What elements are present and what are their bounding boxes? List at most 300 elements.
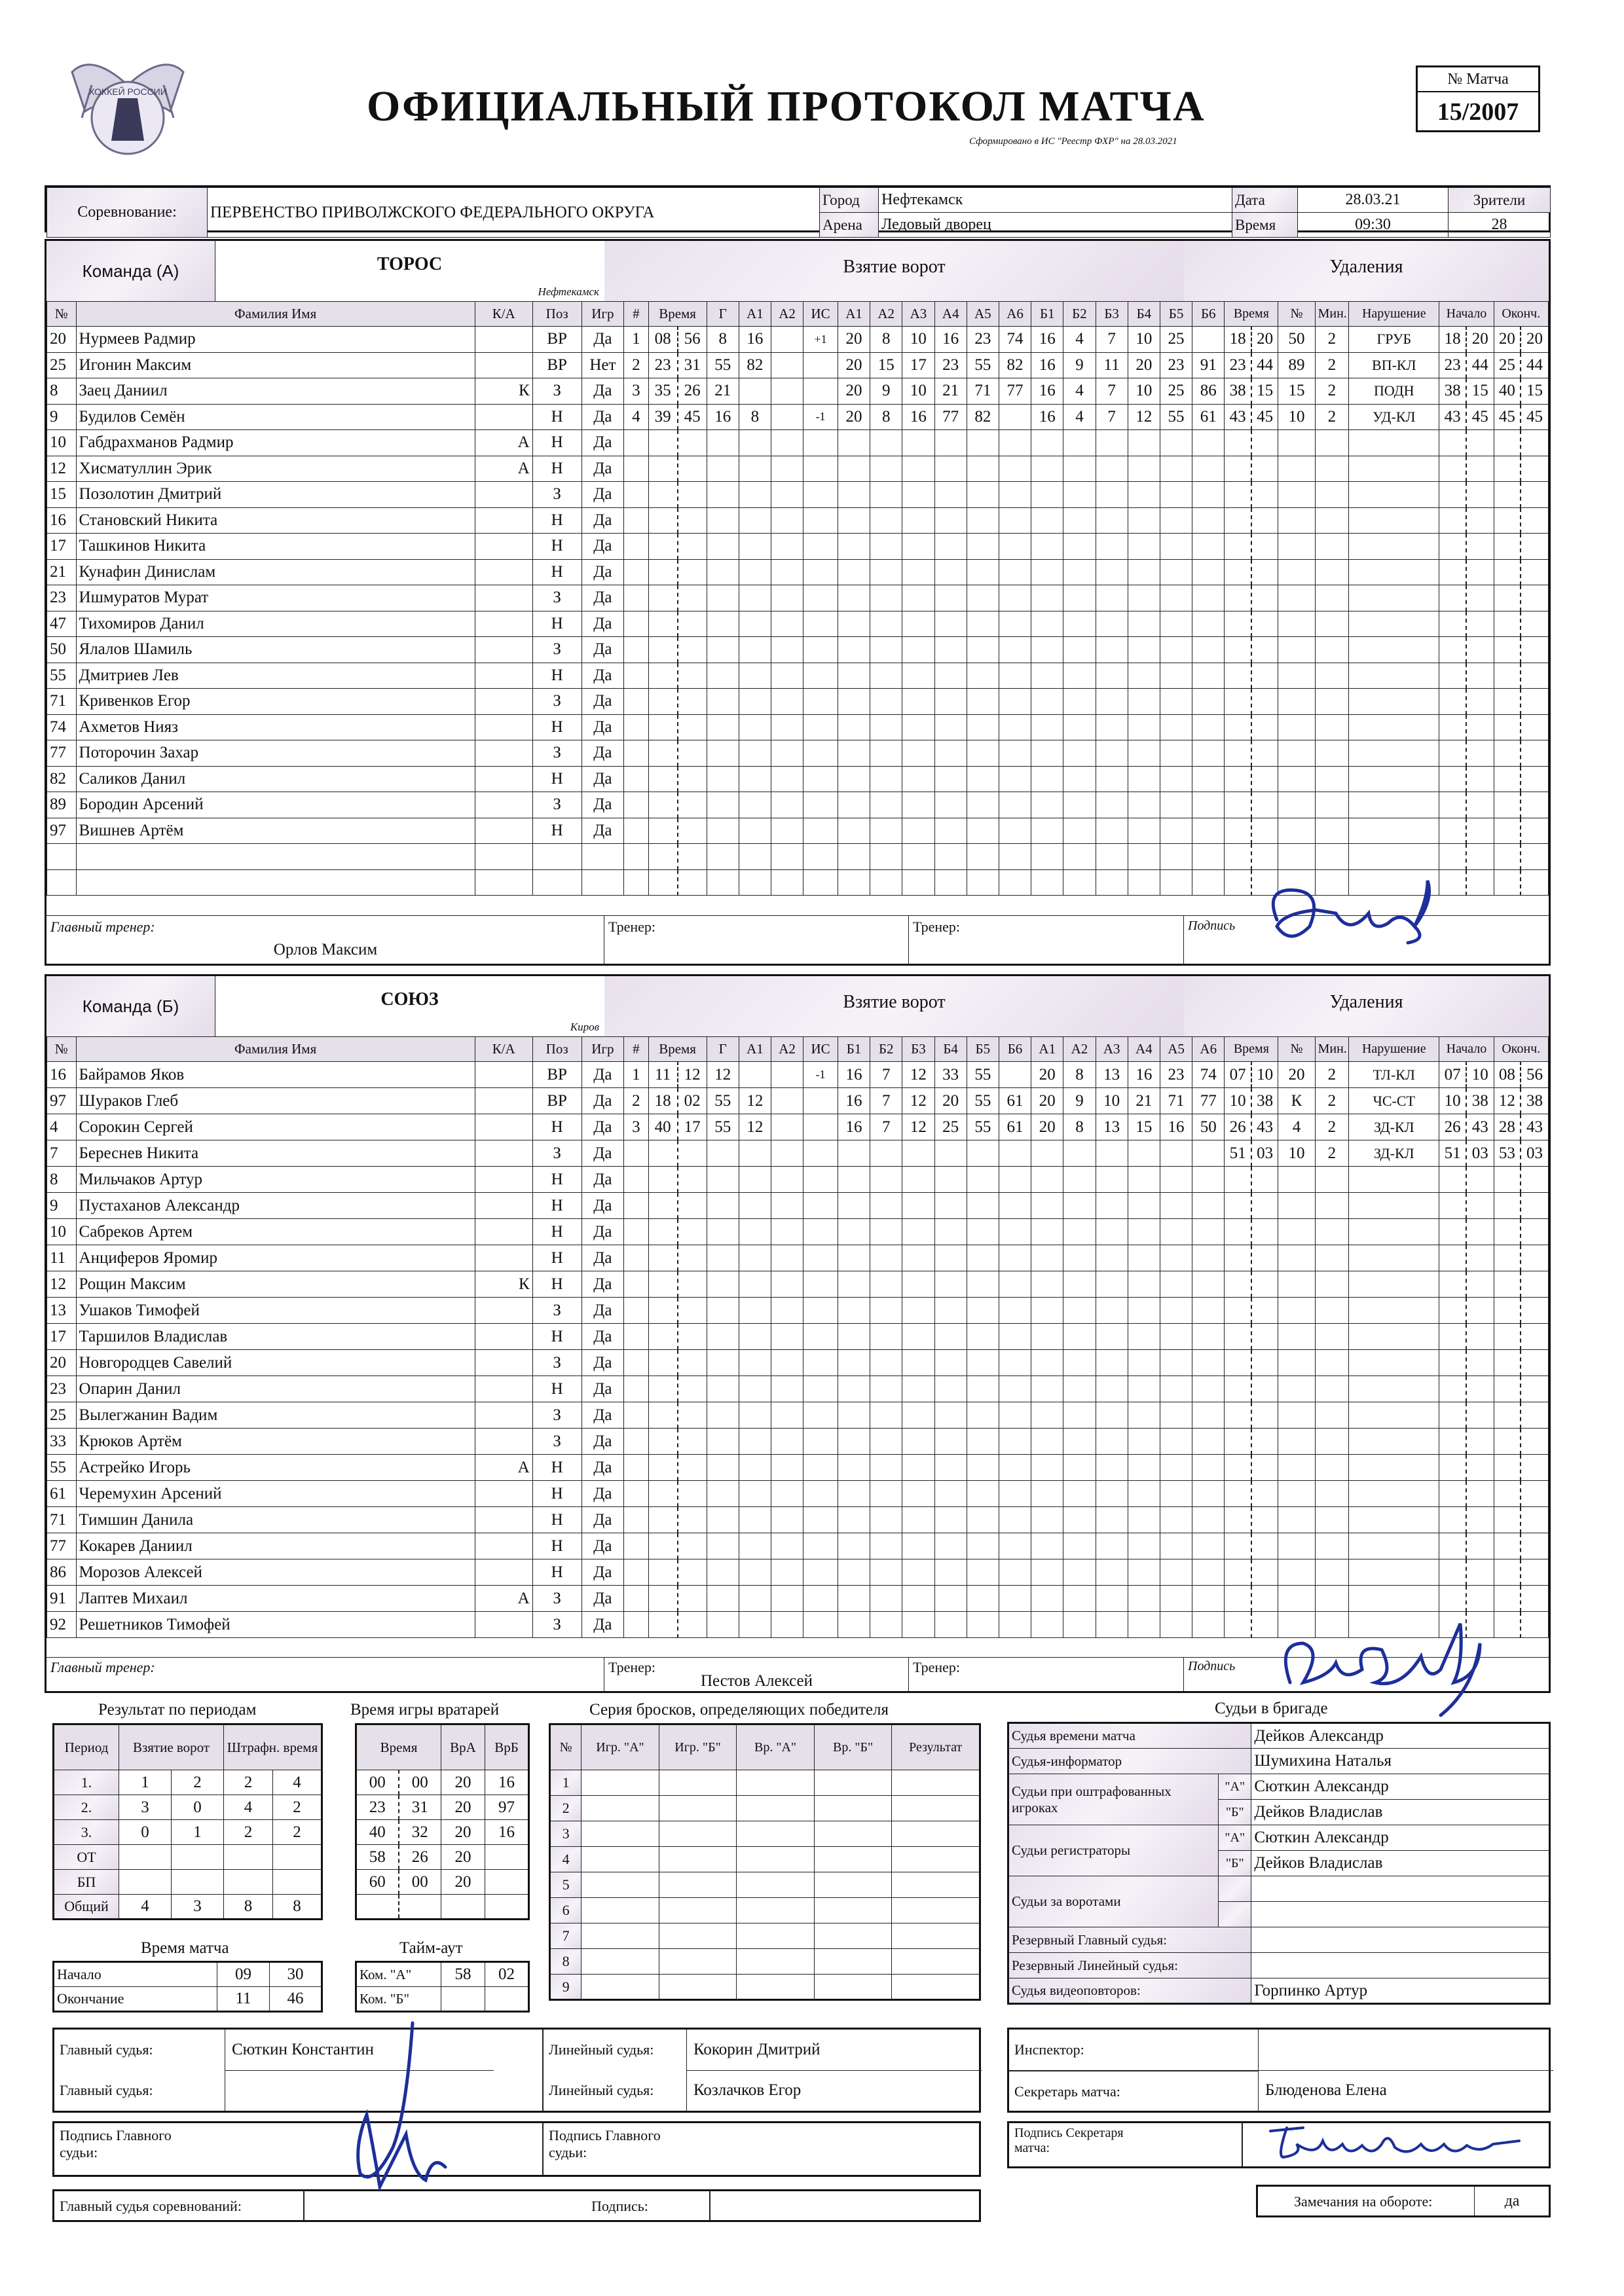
player-position: Н bbox=[532, 456, 581, 482]
remarks-label: Замечания на обороте: bbox=[1294, 2193, 1433, 2210]
opp-ice-col-2: А3 bbox=[1096, 1037, 1128, 1062]
team-b-label: Команда (Б) bbox=[46, 976, 215, 1036]
timeout-b-label: Ком. "Б" bbox=[356, 1987, 441, 2012]
player-position: Н bbox=[532, 1219, 581, 1245]
penalty-end-min: 08 bbox=[1494, 1062, 1521, 1088]
period-pa: 4 bbox=[224, 1795, 273, 1820]
penalty-end-min: 25 bbox=[1494, 352, 1521, 378]
ref-name bbox=[1251, 1876, 1550, 1902]
period-gb bbox=[172, 1870, 224, 1895]
goalie-time-table bbox=[355, 1723, 530, 1920]
player-name: Шураков Глеб bbox=[76, 1088, 475, 1114]
opp-ice-player: 8 bbox=[1063, 1114, 1096, 1140]
team-b-table bbox=[46, 1036, 1549, 1638]
match-end-h: 11 bbox=[217, 1987, 270, 2012]
goalie-b bbox=[485, 1870, 529, 1895]
opp-ice-col-2: Б3 bbox=[1096, 302, 1128, 327]
on-ice-col-1: А2 bbox=[870, 302, 902, 327]
penalty-time-min: 26 bbox=[1225, 1114, 1251, 1140]
match-info bbox=[45, 185, 1551, 232]
period-gb: 0 bbox=[172, 1795, 224, 1820]
team-a-label: Команда (А) bbox=[46, 241, 215, 301]
goal-col-time: Время bbox=[648, 1037, 707, 1062]
on-ice-player: 55 bbox=[967, 352, 999, 378]
goalie-time-sec: 32 bbox=[399, 1820, 441, 1845]
goal-assist-2 bbox=[771, 378, 803, 405]
team-b-city: Киров bbox=[570, 1021, 599, 1033]
ref-side: "Б" bbox=[1219, 1851, 1251, 1876]
player-position: Н bbox=[532, 1167, 581, 1193]
on-ice-player: 82 bbox=[999, 352, 1031, 378]
player-position: З bbox=[532, 1350, 581, 1376]
on-ice-player: 55 bbox=[967, 1088, 999, 1114]
player-name: Поторочин Захар bbox=[76, 740, 475, 767]
player-name: Вишнев Артём bbox=[76, 818, 475, 844]
goalie-time-min: 58 bbox=[356, 1845, 399, 1870]
player-role bbox=[475, 611, 532, 637]
goal-time-min: 11 bbox=[648, 1062, 678, 1088]
opp-ice-col-3: А4 bbox=[1128, 1037, 1160, 1062]
player-position: З bbox=[532, 792, 581, 818]
opp-ice-player: 21 bbox=[1128, 1088, 1160, 1114]
team-a-goals-header: Взятие ворот bbox=[604, 241, 1185, 301]
on-ice-player: 23 bbox=[967, 327, 999, 353]
player-played: Да bbox=[581, 714, 623, 740]
opp-ice-player: 16 bbox=[1031, 352, 1063, 378]
opp-ice-player: 55 bbox=[1160, 404, 1192, 430]
comp-sign-label: Подпись: bbox=[591, 2198, 648, 2214]
player-position: ВР bbox=[532, 1088, 581, 1114]
player-number: 82 bbox=[47, 766, 77, 792]
main-ref-1: Сюткин Константин bbox=[225, 2030, 494, 2071]
goal-assist-1 bbox=[739, 378, 771, 405]
on-ice-col-3: А4 bbox=[934, 302, 967, 327]
penalty-start-sec: 10 bbox=[1466, 1062, 1494, 1088]
match-number: 15/2007 bbox=[1437, 98, 1519, 126]
player-number: 61 bbox=[47, 1481, 77, 1507]
player-role: А bbox=[475, 1455, 532, 1481]
player-played: Да bbox=[581, 818, 623, 844]
ref-name: Дейков Александр bbox=[1251, 1723, 1550, 1749]
on-ice-col-4: А5 bbox=[967, 302, 999, 327]
player-role bbox=[475, 507, 532, 534]
player-number: 77 bbox=[47, 740, 77, 767]
player-role: К bbox=[475, 378, 532, 405]
penalty-time-min: 18 bbox=[1225, 327, 1251, 353]
on-ice-player: 10 bbox=[902, 327, 934, 353]
player-position: Н bbox=[532, 714, 581, 740]
player-number: 25 bbox=[47, 352, 77, 378]
penalty-end-sec: 56 bbox=[1521, 1062, 1548, 1088]
player-number: 20 bbox=[47, 1350, 77, 1376]
match-number-box bbox=[1416, 65, 1540, 132]
goalie-time-min: 23 bbox=[356, 1795, 399, 1820]
goal-time-min: 23 bbox=[648, 352, 678, 378]
player-name: Позолотин Дмитрий bbox=[76, 482, 475, 508]
svg-text:ХОККЕЙ РОССИИ: ХОККЕЙ РОССИИ bbox=[88, 86, 167, 97]
sign-secretary-label: Подпись Секретаря матча: bbox=[1014, 2126, 1124, 2155]
penalty-start-sec: 45 bbox=[1466, 404, 1494, 430]
player-name: Дмитриев Лев bbox=[76, 663, 475, 689]
player-number: 50 bbox=[47, 637, 77, 663]
player-position: З bbox=[532, 378, 581, 405]
player-number: 25 bbox=[47, 1402, 77, 1429]
match-start-label: Начало bbox=[54, 1962, 217, 1987]
period-ga: 3 bbox=[119, 1795, 172, 1820]
player-role bbox=[475, 352, 532, 378]
on-ice-col-0: Б1 bbox=[838, 1037, 870, 1062]
player-position: Н bbox=[532, 1114, 581, 1140]
team-b-signature-label: Подпись bbox=[1188, 1659, 1236, 1673]
opp-ice-player: 61 bbox=[1192, 404, 1225, 430]
player-name: Ишмуратов Мурат bbox=[76, 585, 475, 611]
goal-time-min: 18 bbox=[648, 1088, 678, 1114]
roster-col-1: Фамилия Имя bbox=[76, 302, 475, 327]
shootout-col-3: Вр. "А" bbox=[737, 1724, 815, 1770]
shootout-row-number: 7 bbox=[550, 1923, 581, 1949]
on-ice-col-4: Б5 bbox=[967, 1037, 999, 1062]
player-name: Береснев Никита bbox=[76, 1140, 475, 1167]
penalty-time-sec: 44 bbox=[1251, 352, 1278, 378]
on-ice-player: 12 bbox=[902, 1088, 934, 1114]
goal-col-num: # bbox=[624, 302, 648, 327]
goal-number: 4 bbox=[624, 404, 648, 430]
goal-number: 1 bbox=[624, 1062, 648, 1088]
penalty-time-sec: 43 bbox=[1251, 1114, 1278, 1140]
player-played: Да bbox=[581, 1298, 623, 1324]
on-ice-player: 71 bbox=[967, 378, 999, 405]
period-name: 3. bbox=[54, 1820, 119, 1845]
arena-label: Арена bbox=[820, 213, 879, 238]
penalty-minutes: 2 bbox=[1315, 1114, 1349, 1140]
opp-ice-player: 9 bbox=[1063, 352, 1096, 378]
team-a-coach-label-1: Тренер: bbox=[608, 919, 656, 935]
referees-table bbox=[1007, 1722, 1551, 2005]
goal-number: 3 bbox=[624, 378, 648, 405]
period-ga: 0 bbox=[119, 1820, 172, 1845]
player-number: 21 bbox=[47, 559, 77, 585]
player-played: Да bbox=[581, 1271, 623, 1298]
penalty-end-sec: 15 bbox=[1521, 378, 1548, 405]
opp-ice-col-0: А1 bbox=[1031, 1037, 1063, 1062]
pen-col-time: Время bbox=[1225, 302, 1278, 327]
opp-ice-player: 11 bbox=[1096, 352, 1128, 378]
opp-ice-player: 25 bbox=[1160, 327, 1192, 353]
period-ga bbox=[119, 1870, 172, 1895]
player-number: 71 bbox=[47, 1507, 77, 1533]
player-played: Да bbox=[581, 1350, 623, 1376]
player-number: 89 bbox=[47, 792, 77, 818]
player-played: Да bbox=[581, 1586, 623, 1612]
periods-col-goals: Взятие ворот bbox=[119, 1724, 224, 1770]
opp-ice-player: 8 bbox=[1063, 1062, 1096, 1088]
player-position: Н bbox=[532, 1481, 581, 1507]
competition-name: ПЕРВЕНСТВО ПРИВОЛЖСКОГО ФЕДЕРАЛЬНОГО ОКРУГА bbox=[208, 188, 820, 238]
periods-col-pim: Штрафн. время bbox=[224, 1724, 322, 1770]
player-played: Да bbox=[581, 327, 623, 353]
shootout-row-number: 5 bbox=[550, 1872, 581, 1898]
player-position: Н bbox=[532, 818, 581, 844]
penalty-minutes: 2 bbox=[1315, 404, 1349, 430]
goal-number: 2 bbox=[624, 352, 648, 378]
player-role bbox=[475, 714, 532, 740]
match-time-title: Время матча bbox=[141, 1939, 229, 1957]
on-ice-player: 20 bbox=[934, 1088, 967, 1114]
player-number: 8 bbox=[47, 1167, 77, 1193]
player-name: Рощин Максим bbox=[76, 1271, 475, 1298]
penalty-end-min: 45 bbox=[1494, 404, 1521, 430]
shootout-col-0: № bbox=[550, 1724, 581, 1770]
player-played: Да bbox=[581, 1167, 623, 1193]
player-role bbox=[475, 637, 532, 663]
period-gb: 2 bbox=[172, 1770, 224, 1795]
team-b-goals-header: Взятие ворот bbox=[604, 976, 1185, 1036]
on-ice-player: 10 bbox=[902, 378, 934, 405]
on-ice-player: 17 bbox=[902, 352, 934, 378]
player-position bbox=[532, 869, 581, 896]
goal-col-5: ИС bbox=[803, 302, 838, 327]
team-b-name: СОЮЗ bbox=[380, 989, 439, 1010]
inspector-label: Инспектор: bbox=[1014, 2041, 1084, 2058]
generated-note: Сформировано в ИС "Реестр ФХР" на 28.03.2021 bbox=[969, 136, 1177, 147]
player-position: З bbox=[532, 1586, 581, 1612]
player-position: Н bbox=[532, 559, 581, 585]
penalty-type: ГРУБ bbox=[1349, 327, 1439, 353]
ref-role: Судья-информатор bbox=[1008, 1749, 1251, 1774]
player-role bbox=[475, 844, 532, 870]
player-name: Решетников Тимофей bbox=[76, 1612, 475, 1638]
secretary-label: Секретарь матча: bbox=[1014, 2083, 1120, 2100]
team-b-head-coach: Пестов Алексей bbox=[700, 1672, 813, 1690]
goal-time-sec: 45 bbox=[678, 404, 707, 430]
timeout-a-ss: 02 bbox=[485, 1962, 529, 1987]
on-ice-player: 82 bbox=[967, 404, 999, 430]
goalie-b bbox=[485, 1895, 529, 1920]
player-played: Да bbox=[581, 1559, 623, 1586]
player-role bbox=[475, 663, 532, 689]
player-position bbox=[532, 844, 581, 870]
goal-situation: -1 bbox=[803, 1062, 838, 1088]
player-role bbox=[475, 1193, 532, 1219]
player-role bbox=[475, 1324, 532, 1350]
penalty-time-sec: 15 bbox=[1251, 378, 1278, 405]
goalie-time-min bbox=[356, 1895, 399, 1920]
player-position: З bbox=[532, 1429, 581, 1455]
period-pb: 2 bbox=[273, 1820, 322, 1845]
date-value: 28.03.21 bbox=[1298, 188, 1449, 213]
opp-ice-col-5: А6 bbox=[1192, 1037, 1225, 1062]
player-role bbox=[475, 1219, 532, 1245]
goalie-a: 20 bbox=[441, 1845, 485, 1870]
player-played: Да bbox=[581, 1507, 623, 1533]
player-number bbox=[47, 869, 77, 896]
secretary-signature-icon bbox=[1257, 2118, 1532, 2170]
goalie-b: 16 bbox=[485, 1820, 529, 1845]
player-role bbox=[475, 585, 532, 611]
opp-ice-player: 4 bbox=[1063, 378, 1096, 405]
opp-ice-player: 4 bbox=[1063, 327, 1096, 353]
player-played: Да bbox=[581, 1481, 623, 1507]
roster-col-0: № bbox=[47, 1037, 77, 1062]
opp-ice-player: 4 bbox=[1063, 404, 1096, 430]
player-role bbox=[475, 766, 532, 792]
player-number: 71 bbox=[47, 689, 77, 715]
player-number: 97 bbox=[47, 818, 77, 844]
on-ice-player: 15 bbox=[870, 352, 902, 378]
referees-title: Судьи в бригаде bbox=[1215, 1700, 1328, 1717]
player-role bbox=[475, 1612, 532, 1638]
team-a-coach-label-2: Тренер: bbox=[913, 919, 961, 935]
ref-role: Судьи за воротами bbox=[1008, 1876, 1219, 1927]
shootout-col-1: Игр. "А" bbox=[581, 1724, 659, 1770]
opp-ice-player: 86 bbox=[1192, 378, 1225, 405]
on-ice-player: 33 bbox=[934, 1062, 967, 1088]
shootout-col-2: Игр. "Б" bbox=[659, 1724, 737, 1770]
goalie-time-min: 60 bbox=[356, 1870, 399, 1895]
player-name: Астрейко Игорь bbox=[76, 1455, 475, 1481]
player-name: Будилов Семён bbox=[76, 404, 475, 430]
goal-scorer: 55 bbox=[707, 352, 739, 378]
shootout-row-number: 6 bbox=[550, 1898, 581, 1923]
player-role bbox=[475, 689, 532, 715]
goal-time-sec: 31 bbox=[678, 352, 707, 378]
on-ice-player: 20 bbox=[838, 352, 870, 378]
player-played: Да bbox=[581, 1533, 623, 1559]
opp-ice-col-4: А5 bbox=[1160, 1037, 1192, 1062]
player-role bbox=[475, 1402, 532, 1429]
shootout-row-number: 4 bbox=[550, 1847, 581, 1872]
player-played: Да bbox=[581, 1455, 623, 1481]
penalty-start-sec: 03 bbox=[1466, 1140, 1494, 1167]
penalty-type: ТЛ-КЛ bbox=[1349, 1062, 1439, 1088]
player-played: Да bbox=[581, 559, 623, 585]
opp-ice-player: 13 bbox=[1096, 1062, 1128, 1088]
player-name: Становский Никита bbox=[76, 507, 475, 534]
goal-time-sec: 02 bbox=[678, 1088, 707, 1114]
player-position: З bbox=[532, 585, 581, 611]
player-number: 10 bbox=[47, 430, 77, 456]
period-ga: 4 bbox=[119, 1895, 172, 1920]
player-played: Да bbox=[581, 792, 623, 818]
player-role bbox=[475, 327, 532, 353]
penalty-start-min: 18 bbox=[1439, 327, 1466, 353]
match-end-m: 46 bbox=[270, 1987, 322, 2012]
sign-main-label-2: Подпись Главного судьи: bbox=[549, 2127, 661, 2160]
player-name bbox=[76, 869, 475, 896]
player-played: Да bbox=[581, 1376, 623, 1402]
period-pa bbox=[224, 1870, 273, 1895]
team-a-penalties-header: Удаления bbox=[1184, 241, 1549, 301]
ref-name: Сюткин Александр bbox=[1251, 1774, 1550, 1800]
sign-main-label-1: Подпись Главного судьи: bbox=[60, 2127, 172, 2160]
player-role bbox=[475, 534, 532, 560]
on-ice-player: 16 bbox=[838, 1114, 870, 1140]
player-role bbox=[475, 792, 532, 818]
player-position: З bbox=[532, 637, 581, 663]
period-pb bbox=[273, 1845, 322, 1870]
shootout-row-number: 1 bbox=[550, 1770, 581, 1796]
shootout-row-number: 3 bbox=[550, 1821, 581, 1847]
player-position: Н bbox=[532, 1533, 581, 1559]
goal-col-3: А1 bbox=[739, 1037, 771, 1062]
on-ice-col-3: Б4 bbox=[934, 1037, 967, 1062]
player-number: 91 bbox=[47, 1586, 77, 1612]
player-played: Да bbox=[581, 534, 623, 560]
team-a-signature-icon bbox=[1238, 874, 1460, 959]
player-role bbox=[475, 1245, 532, 1271]
main-ref-label-1: Главный судья: bbox=[60, 2041, 153, 2058]
opp-ice-col-4: Б5 bbox=[1160, 302, 1192, 327]
page-title: ОФИЦИАЛЬНЫЙ ПРОТОКОЛ МАТЧА bbox=[367, 82, 1206, 130]
match-end-label: Окончание bbox=[54, 1987, 217, 2012]
on-ice-player: 77 bbox=[934, 404, 967, 430]
player-role bbox=[475, 1298, 532, 1324]
on-ice-player bbox=[999, 404, 1031, 430]
penalty-end-sec: 38 bbox=[1521, 1088, 1548, 1114]
opp-ice-player: 71 bbox=[1160, 1088, 1192, 1114]
on-ice-player: 8 bbox=[870, 327, 902, 353]
opp-ice-player: 16 bbox=[1128, 1062, 1160, 1088]
ref-role: Резервный Линейный судья: bbox=[1008, 1953, 1251, 1978]
on-ice-player: 74 bbox=[999, 327, 1031, 353]
on-ice-player: 16 bbox=[934, 327, 967, 353]
player-played bbox=[581, 844, 623, 870]
goal-assist-1 bbox=[739, 1062, 771, 1088]
city-value: Нефтекамск bbox=[879, 188, 1232, 213]
goal-assist-1: 8 bbox=[739, 404, 771, 430]
player-name: Анциферов Яромир bbox=[76, 1245, 475, 1271]
goalie-a: 20 bbox=[441, 1870, 485, 1895]
timeout-title: Тайм-аут bbox=[399, 1939, 463, 1957]
player-played: Да bbox=[581, 1219, 623, 1245]
penalty-time-sec: 03 bbox=[1251, 1140, 1278, 1167]
player-position: Н bbox=[532, 1245, 581, 1271]
ref-name: Горпинко Артур bbox=[1251, 1978, 1550, 2004]
player-played: Да bbox=[581, 1088, 623, 1114]
penalty-type: ЗД-КЛ bbox=[1349, 1140, 1439, 1167]
player-played: Да bbox=[581, 1245, 623, 1271]
player-name: Сорокин Сергей bbox=[76, 1114, 475, 1140]
opp-ice-player: 15 bbox=[1128, 1114, 1160, 1140]
penalty-player: 10 bbox=[1278, 404, 1315, 430]
player-name: Игонин Максим bbox=[76, 352, 475, 378]
player-played: Да bbox=[581, 663, 623, 689]
period-pb: 4 bbox=[273, 1770, 322, 1795]
period-name: Общий bbox=[54, 1895, 119, 1920]
player-number: 97 bbox=[47, 1088, 77, 1114]
player-role bbox=[475, 559, 532, 585]
penalty-start-min: 10 bbox=[1439, 1088, 1466, 1114]
on-ice-player: 7 bbox=[870, 1114, 902, 1140]
comp-ref-label: Главный судья соревнований: bbox=[60, 2198, 242, 2214]
penalty-minutes: 2 bbox=[1315, 378, 1349, 405]
penalty-start-sec: 44 bbox=[1466, 352, 1494, 378]
opp-ice-player: 9 bbox=[1063, 1088, 1096, 1114]
penalty-player: 15 bbox=[1278, 378, 1315, 405]
goal-scorer: 8 bbox=[707, 327, 739, 353]
opp-ice-player: 23 bbox=[1160, 1062, 1192, 1088]
player-name: Бородин Арсений bbox=[76, 792, 475, 818]
goal-assist-2 bbox=[771, 327, 803, 353]
player-number: 55 bbox=[47, 1455, 77, 1481]
penalty-end-sec: 03 bbox=[1521, 1140, 1548, 1167]
penalty-start-sec: 15 bbox=[1466, 378, 1494, 405]
penalty-minutes: 2 bbox=[1315, 1088, 1349, 1114]
player-number: 77 bbox=[47, 1533, 77, 1559]
remarks-value: да bbox=[1474, 2187, 1549, 2215]
player-position: З bbox=[532, 482, 581, 508]
player-number: 17 bbox=[47, 1324, 77, 1350]
